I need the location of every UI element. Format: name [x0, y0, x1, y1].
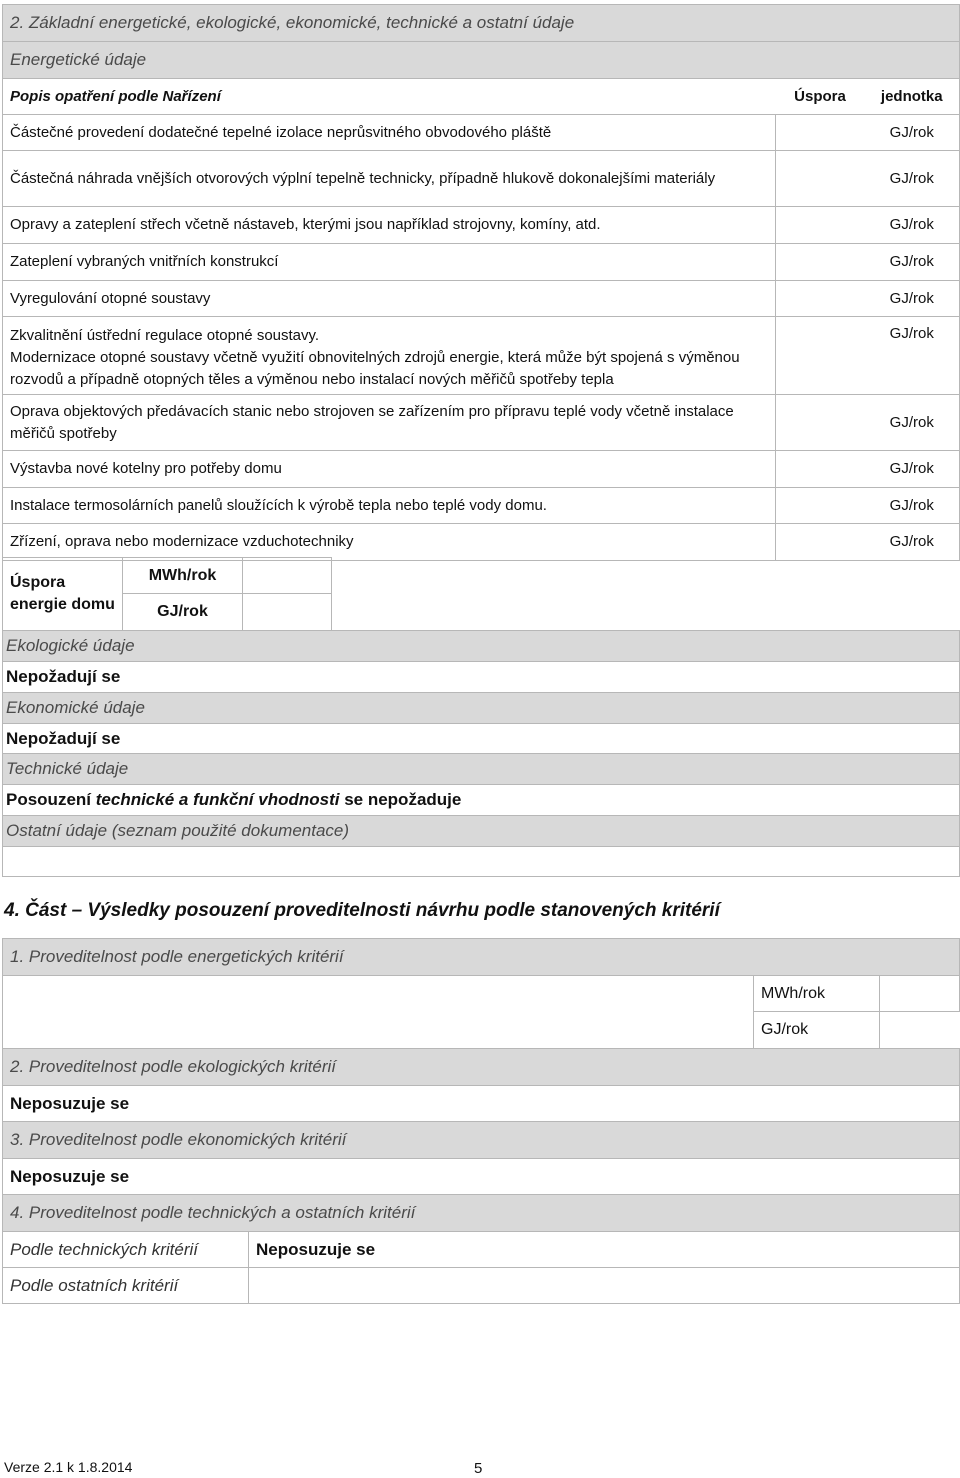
- measure-row: [3, 524, 960, 561]
- measure-unit: GJ/rok: [865, 395, 960, 451]
- econ-value: Nepožadují se: [3, 724, 960, 754]
- measure-text-continued: Modernizace otopné soustavy včetně využití obnovitelných zdrojů energie, která může být spojená s výměnou rozvodů a případně otopných těles a výměnou nebo instalací nových měřičů spotřeby tepla: [10, 349, 740, 388]
- eco-value: Nepožadují se: [3, 662, 960, 693]
- saving-unit-gj: GJ/rok: [123, 594, 243, 631]
- econ-value-row: [3, 724, 960, 754]
- other-header: Ostatní údaje (seznam použité dokumentace): [3, 816, 960, 847]
- p4-other-row: [3, 1268, 960, 1304]
- col-unit-header: jednotka: [865, 79, 960, 115]
- measure-saving-field[interactable]: [776, 207, 865, 244]
- p4-tech-header: 4. Proveditelnost podle technických a ostatních kritérií: [3, 1195, 960, 1232]
- p4-eco-value: Neposuzuje se: [3, 1086, 960, 1122]
- other-documentation-field[interactable]: [3, 847, 960, 877]
- section2-title-row: [3, 5, 960, 42]
- energy-header: Energetické údaje: [3, 42, 960, 79]
- measure-saving-field[interactable]: [776, 451, 865, 488]
- col-saving-header: Úspora: [776, 79, 865, 115]
- p4-econ-value: Neposuzuje se: [3, 1159, 960, 1195]
- measure-saving-field[interactable]: [776, 395, 865, 451]
- eco-value-row: [3, 662, 960, 693]
- measure-unit: GJ/rok: [865, 451, 960, 488]
- p4-other-label: Podle ostatních kritérií: [3, 1268, 249, 1304]
- measure-text: Zřízení, oprava nebo modernizace vzduchotechniky: [3, 524, 776, 561]
- saving-mwh-field[interactable]: [243, 558, 332, 594]
- footer-page-number: 5: [474, 1460, 483, 1477]
- p4-unit-mwh: MWh/rok: [754, 976, 880, 1012]
- measure-text: Instalace termosolárních panelů sloužících k výrobě tepla nebo teplé vody domu.: [3, 488, 776, 524]
- measure-text: Částečná náhrada vnějších otvorových výplní tepelně technicky, případně hlukově dokonalejšími materiály: [3, 151, 776, 207]
- measure-row: [3, 451, 960, 488]
- p4-eco-header-row: [3, 1049, 960, 1086]
- p4-energy-header-row: [3, 939, 960, 976]
- saving-row-mwh: [3, 558, 960, 594]
- measure-unit: GJ/rok: [865, 244, 960, 281]
- measure-saving-field[interactable]: [776, 244, 865, 281]
- p4-energy-mwh-row: [3, 976, 960, 1012]
- measure-text: Oprava objektových předávacích stanic nebo strojoven se zařízením pro přípravu teplé vody včetně instalace měřičů spotřeby: [3, 395, 776, 451]
- econ-header-row: [3, 693, 960, 724]
- measure-unit: GJ/rok: [865, 207, 960, 244]
- p4-tech-value: Neposuzuje se: [249, 1232, 960, 1268]
- measure-text: Zateplení vybraných vnitřních konstrukcí: [3, 244, 776, 281]
- saving-unit-mwh: MWh/rok: [123, 558, 243, 594]
- measure-row: [3, 317, 960, 395]
- saving-label: Úspora energie domu: [3, 558, 123, 631]
- p4-econ-header: 3. Proveditelnost podle ekonomických kritérií: [3, 1122, 960, 1159]
- measure-unit: GJ/rok: [865, 281, 960, 317]
- p4-unit-gj: GJ/rok: [754, 1012, 880, 1049]
- measure-text: Zkvalitnění ústřední regulace otopné soustavy.: [10, 327, 320, 344]
- other-header-row: [3, 816, 960, 847]
- saving-gj-field[interactable]: [243, 594, 332, 631]
- p4-other-field[interactable]: [249, 1268, 960, 1304]
- p4-econ-value-row: [3, 1159, 960, 1195]
- measure-row: [3, 151, 960, 207]
- measure-saving-field[interactable]: [776, 524, 865, 561]
- p4-energy-empty: [3, 976, 754, 1049]
- measure-text-cell: [3, 317, 776, 395]
- col-desc-header: Popis opatření podle Nařízení: [3, 79, 776, 115]
- tech-value-part3: se nepožaduje: [344, 790, 462, 809]
- p4-tech-header-row: [3, 1195, 960, 1232]
- p4-eco-value-row: [3, 1086, 960, 1122]
- measure-text: Částečné provedení dodatečné tepelné izolace neprůsvitného obvodového pláště: [3, 115, 776, 151]
- measure-row: [3, 115, 960, 151]
- tech-header-row: [3, 754, 960, 785]
- measure-unit: GJ/rok: [865, 317, 960, 395]
- measure-text: Vyregulování otopné soustavy: [3, 281, 776, 317]
- eco-header: Ekologické údaje: [3, 631, 960, 662]
- econ-header: Ekonomické údaje: [3, 693, 960, 724]
- measure-unit: GJ/rok: [865, 151, 960, 207]
- p4-energy-header: 1. Proveditelnost podle energetických kritérií: [3, 939, 960, 976]
- measure-row: [3, 395, 960, 451]
- p4-mwh-field[interactable]: [880, 976, 960, 1012]
- tech-value-part2: technické a funkční vhodnosti: [95, 790, 340, 809]
- measure-saving-field[interactable]: [776, 151, 865, 207]
- p4-econ-header-row: [3, 1122, 960, 1159]
- p4-tech-row: [3, 1232, 960, 1268]
- footer-version: Verze 2.1 k 1.8.2014: [4, 1459, 133, 1475]
- measure-row: [3, 244, 960, 281]
- p4-gj-field[interactable]: [880, 1012, 960, 1049]
- tech-value: [3, 785, 960, 816]
- energy-saving-table: [2, 557, 960, 631]
- measure-unit: GJ/rok: [865, 488, 960, 524]
- measure-saving-field[interactable]: [776, 115, 865, 151]
- measure-text: Opravy a zateplení střech včetně nástaveb, kterými jsou například strojovny, komíny, atd.: [3, 207, 776, 244]
- measure-row: [3, 207, 960, 244]
- column-header-row: [3, 79, 960, 115]
- energy-header-row: [3, 42, 960, 79]
- other-value-row: [3, 847, 960, 877]
- section2-table: [2, 4, 960, 561]
- measure-saving-field[interactable]: [776, 317, 865, 395]
- part4-table: [2, 938, 960, 1304]
- measure-unit: GJ/rok: [865, 115, 960, 151]
- measure-saving-field[interactable]: [776, 281, 865, 317]
- measure-row: [3, 488, 960, 524]
- saving-empty-area: [332, 558, 960, 631]
- p4-eco-header: 2. Proveditelnost podle ekologických kritérií: [3, 1049, 960, 1086]
- p4-tech-label: Podle technických kritérií: [3, 1232, 249, 1268]
- tech-value-part1: Posouzení: [6, 790, 92, 809]
- eco-header-row: [3, 631, 960, 662]
- measure-row: [3, 281, 960, 317]
- section2-other-data-table: [2, 630, 960, 877]
- measure-text: Výstavba nové kotelny pro potřeby domu: [3, 451, 776, 488]
- section2-title: 2. Základní energetické, ekologické, ekonomické, technické a ostatní údaje: [3, 5, 960, 42]
- measure-saving-field[interactable]: [776, 488, 865, 524]
- part4-title: 4. Část – Výsledky posouzení proveditelnosti návrhu podle stanovených kritérií: [4, 900, 720, 921]
- tech-header: Technické údaje: [3, 754, 960, 785]
- measure-unit: GJ/rok: [865, 524, 960, 561]
- tech-value-row: [3, 785, 960, 816]
